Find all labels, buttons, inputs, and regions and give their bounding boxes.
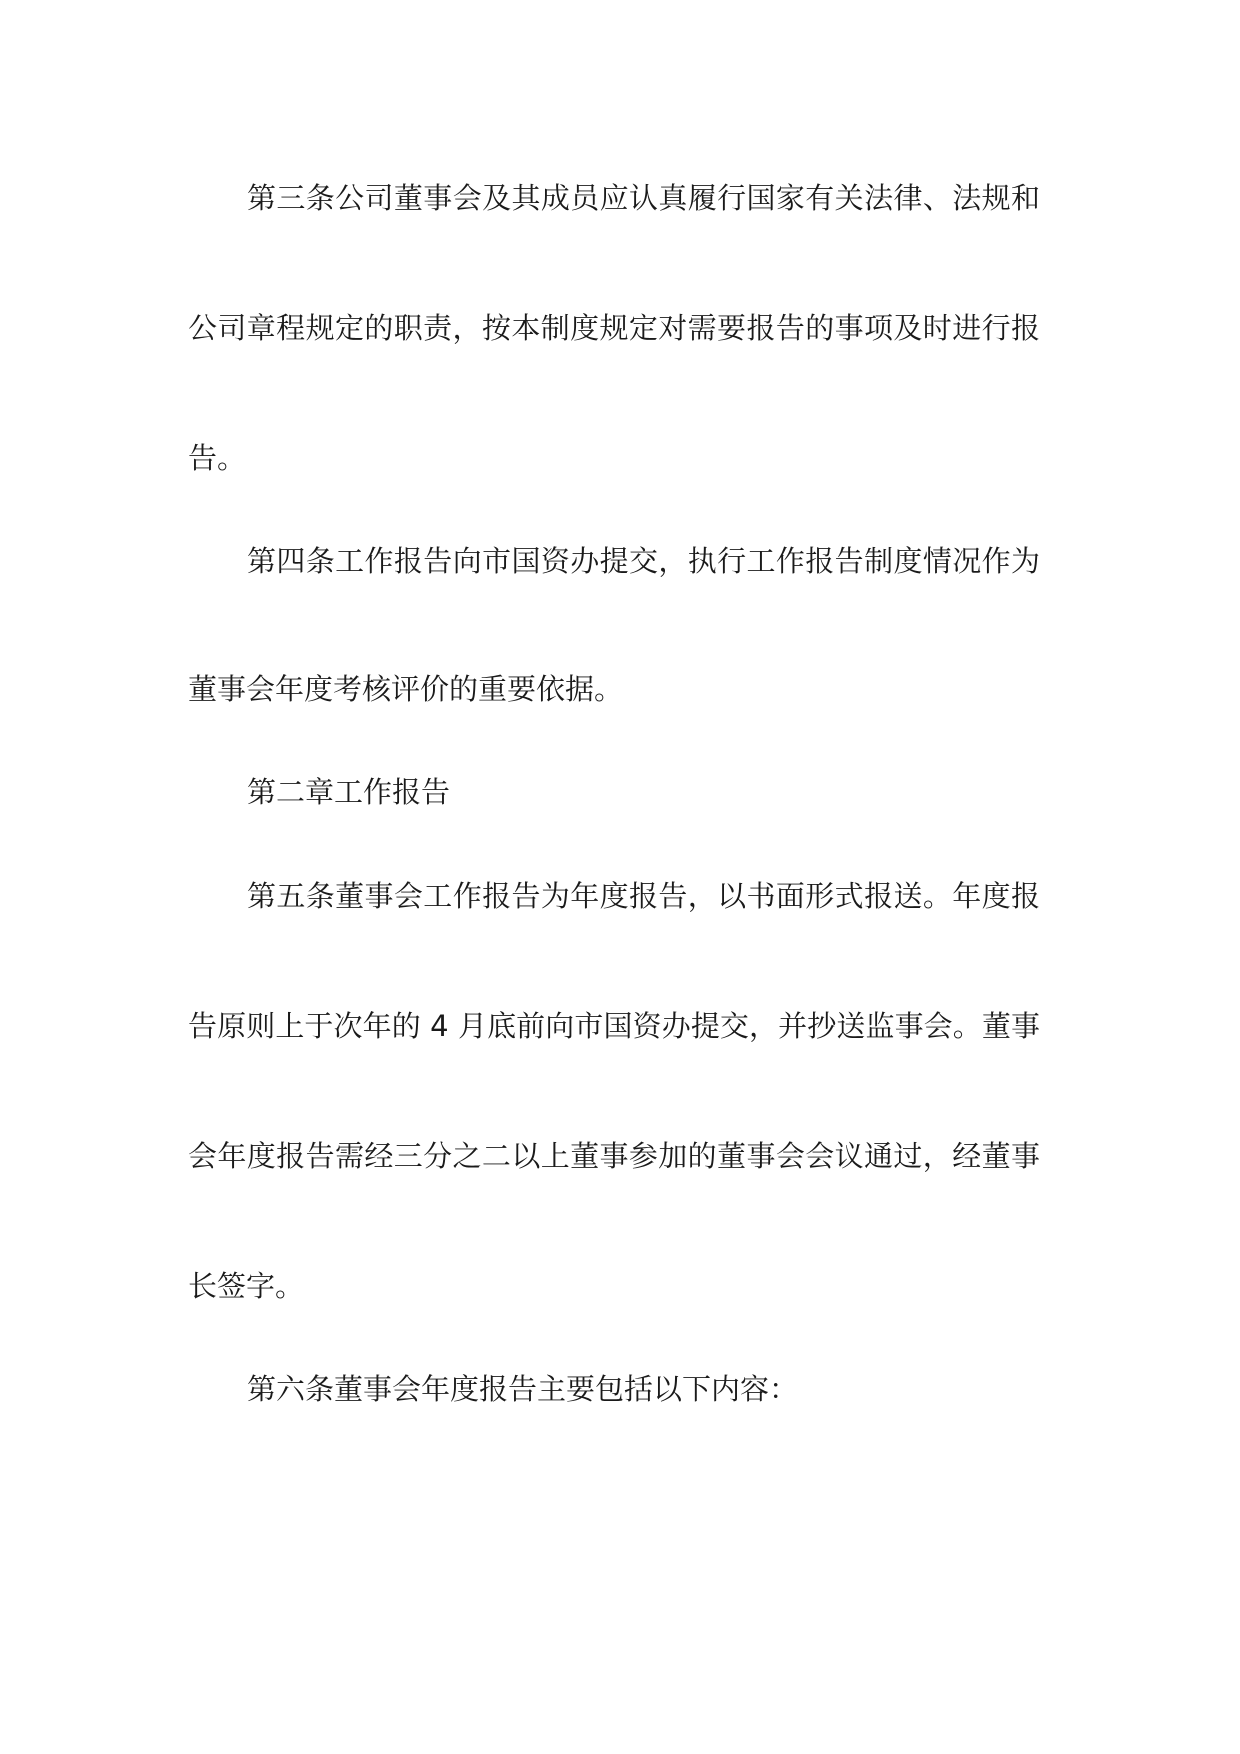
article-5-line-3: 会年度报告需经三分之二以上董事参加的董事会会议通过，经董事: [188, 1139, 1040, 1173]
article-5-line-4: 长签字。: [188, 1269, 305, 1303]
article-4-line-2: 董事会年度考核评价的重要依据。: [188, 672, 624, 706]
article-3-line-2: 公司章程规定的职责，按本制度规定对需要报告的事项及时进行报: [188, 311, 1040, 345]
chapter-2-heading: 第二章工作报告: [247, 775, 451, 809]
article-4-line-1: 第四条工作报告向市国资办提交，执行工作报告制度情况作为: [247, 544, 1040, 578]
article-6-line-1: 第六条董事会年度报告主要包括以下内容：: [247, 1372, 799, 1406]
article-5-line-1: 第五条董事会工作报告为年度报告，以书面形式报送。年度报: [247, 879, 1040, 913]
article-5-line-2: 告原则上于次年的 4 月底前向市国资办提交，并抄送监事会。董事: [188, 1009, 1040, 1043]
article-3-line-1: 第三条公司董事会及其成员应认真履行国家有关法律、法规和: [247, 181, 1040, 215]
article-3-line-3: 告。: [188, 441, 247, 475]
